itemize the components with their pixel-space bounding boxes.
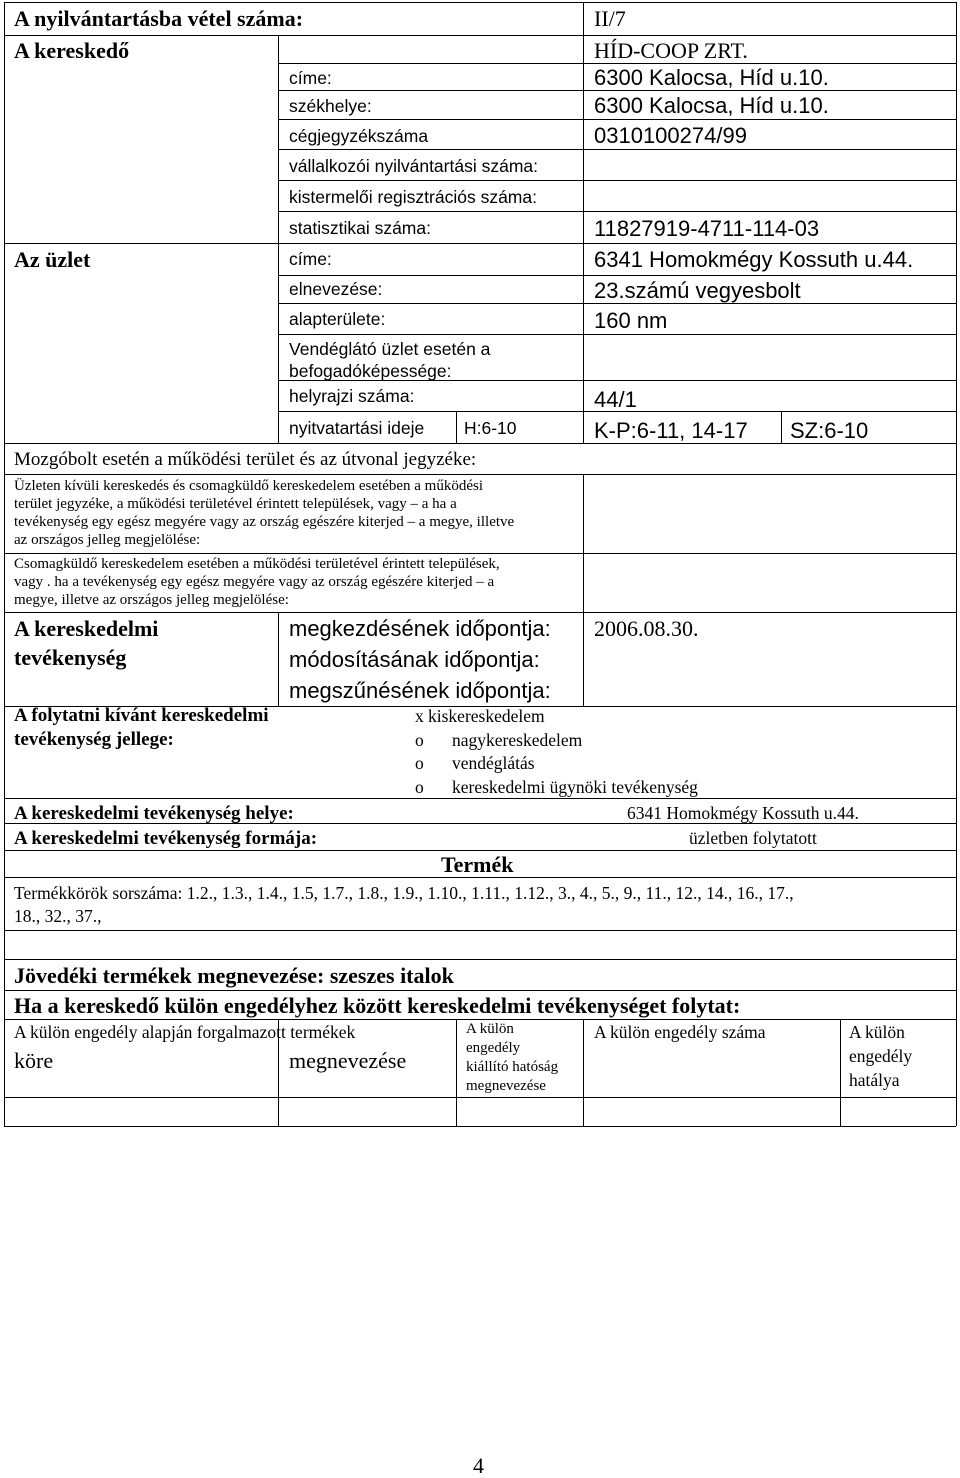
merchant-seat-label: székhelye: <box>289 96 372 116</box>
rule <box>456 411 457 443</box>
outside-trade-line-1: Üzleten kívüli kereskedés és csomagküldő kereskedelem esetében a működési <box>14 478 484 494</box>
rule <box>278 211 956 212</box>
rule <box>4 850 956 851</box>
permit-validity-line-2: engedély <box>849 1046 913 1066</box>
shop-heading: Az üzlet <box>14 247 91 272</box>
merchant-heading: A kereskedő <box>14 38 130 63</box>
outside-trade-line-2: terület jegyzéke, a működési területével érintett települések, vagy – a ha a <box>14 496 457 512</box>
agent-label: kereskedelmi ügynöki tevékenység <box>452 777 698 797</box>
retail-label: kiskereskedelem <box>428 706 545 726</box>
rule <box>583 612 584 706</box>
company-register-label: cégjegyzékszáma <box>289 126 429 146</box>
catering-label: vendéglátás <box>452 753 535 773</box>
parcel-number: 44/1 <box>594 387 637 412</box>
special-permit-heading: Ha a kereskedő külön engedélyhez között kereskedelmi tevékenységet folytat: <box>14 993 741 1018</box>
catering-checkbox[interactable]: o <box>415 753 424 773</box>
rule <box>278 275 956 276</box>
agent-checkbox[interactable]: o <box>415 777 424 797</box>
activity-nature-heading-line-1: A folytatni kívánt kereskedelmi <box>14 705 269 726</box>
mail-order-line-3: megye, illetve az országos jelleg megjelölése: <box>14 592 289 608</box>
opening-hours-monday: H:6-10 <box>464 418 517 438</box>
page-number: 4 <box>473 1453 484 1478</box>
start-date: 2006.08.30. <box>594 616 699 641</box>
parcel-label: helyrajzi száma: <box>289 386 415 406</box>
activity-form-label: A kereskedelmi tevékenység formája: <box>14 828 318 849</box>
wholesale-checkbox[interactable]: o <box>415 730 424 750</box>
rule <box>278 334 956 335</box>
mail-order-line-1: Csomagküldő kereskedelem esetében a működési területével érintett települések, <box>14 556 500 572</box>
entrepreneur-register-label: vállalkozói nyilvántartási száma: <box>289 156 538 176</box>
merchant-address-label: címe: <box>289 68 332 88</box>
shop-area: 160 nm <box>594 308 668 333</box>
shop-name-label: elnevezése: <box>289 279 383 299</box>
rule <box>4 553 956 554</box>
merchant-name: HÍD-COOP ZRT. <box>594 38 748 63</box>
permit-products-name: megnevezése <box>289 1048 407 1073</box>
opening-hours-tue-fri: K-P:6-11, 14-17 <box>594 418 748 443</box>
capacity-label-line-2: befogadóképessége: <box>289 361 452 381</box>
permit-products-label: A külön engedély alapján forgalmazott termékek <box>14 1022 356 1042</box>
statistical-number: 11827919-4711-114-03 <box>594 216 820 241</box>
shop-area-label: alapterülete: <box>289 309 386 329</box>
rule <box>4 474 956 475</box>
rule <box>583 2 584 443</box>
mobile-shop-label: Mozgóbolt esetén a működési terület és az útvonal jegyzéke: <box>14 449 477 470</box>
activity-place: 6341 Homokmégy Kossuth u.44. <box>627 803 859 823</box>
activity-heading-line-1: A kereskedelmi <box>14 616 159 641</box>
product-groups-line-1: Termékkörök sorszáma: 1.2., 1.3., 1.4., 1.5, 1.7., 1.8., 1.9., 1.10., 1.11., 1.12., 3., 4., 5., 9., 11., 12., 14., 16., 17., <box>14 883 794 903</box>
issuing-authority-line-2: engedély <box>466 1040 521 1056</box>
issuing-authority-line-3: kiállító hatóság <box>466 1059 559 1075</box>
rule <box>278 180 956 181</box>
outside-trade-line-4: az országos jelleg megjelölése: <box>14 532 201 548</box>
issuing-authority-line-1: A külön <box>466 1021 514 1037</box>
rule <box>4 2 5 1126</box>
rule <box>4 35 956 36</box>
registration-value: II/7 <box>594 6 626 31</box>
rule <box>4 959 956 960</box>
issuing-authority-line-4: megnevezése <box>466 1078 546 1094</box>
permit-number-label: A külön engedély száma <box>594 1022 766 1042</box>
rule <box>4 243 956 244</box>
rule <box>956 2 957 1126</box>
activity-form: üzletben folytatott <box>689 828 817 848</box>
rule <box>583 1019 584 1126</box>
outside-trade-line-3: tevékenység egy egész megyére vagy az ország egészére kiterjed – a megye, illetve <box>14 514 515 530</box>
retail-checkbox[interactable]: x <box>415 706 424 726</box>
rule <box>4 990 956 991</box>
rule <box>278 119 956 120</box>
rule <box>4 612 956 613</box>
product-heading: Termék <box>441 852 514 877</box>
opening-hours-saturday: SZ:6-10 <box>790 418 869 443</box>
mail-order-line-2: vagy . ha a tevékenység egy egész megyére vagy az ország egészére kiterjed – a <box>14 574 495 590</box>
permit-validity-line-3: hatálya <box>849 1070 900 1090</box>
activity-heading-line-2: tevékenység <box>14 645 127 670</box>
permit-validity-line-1: A külön <box>849 1022 905 1042</box>
activity-nature-heading-line-2: tevékenység jellege: <box>14 729 174 750</box>
rule <box>781 411 782 443</box>
rule <box>278 35 279 443</box>
rule <box>840 1019 841 1126</box>
permit-products-scope: köre <box>14 1048 54 1073</box>
rule <box>4 1097 956 1098</box>
merchant-address: 6300 Kalocsa, Híd u.10. <box>594 65 829 90</box>
rule <box>4 930 956 931</box>
wholesale-label: nagykereskedelem <box>452 730 583 750</box>
rule <box>4 1126 956 1127</box>
end-date-label: megszűnésének időpontja: <box>289 678 551 703</box>
rule <box>4 798 956 799</box>
merchant-seat: 6300 Kalocsa, Híd u.10. <box>594 93 829 118</box>
capacity-label-line-1: Vendéglátó üzlet esetén a <box>289 339 491 359</box>
producer-register-label: kistermelői regisztrációs száma: <box>289 187 537 207</box>
rule <box>278 612 279 706</box>
shop-address: 6341 Homokmégy Kossuth u.44. <box>594 247 914 272</box>
rule <box>4 2 956 3</box>
rule <box>278 149 956 150</box>
rule <box>456 1019 457 1126</box>
modification-date-label: módosításának időpontja: <box>289 647 540 672</box>
company-register-number: 0310100274/99 <box>594 123 747 148</box>
opening-hours-label: nyitvatartási ideje <box>289 418 425 438</box>
start-date-label: megkezdésének időpontja: <box>289 616 551 641</box>
shop-name: 23.számú vegyesbolt <box>594 278 801 303</box>
statistical-number-label: statisztikai száma: <box>289 218 431 238</box>
rule <box>583 474 584 612</box>
rule <box>4 1019 956 1020</box>
excise-products: Jövedéki termékek megnevezése: szeszes italok <box>14 963 454 988</box>
registration-label: A nyilvántartásba vétel száma: <box>14 6 304 31</box>
activity-place-label: A kereskedelmi tevékenység helye: <box>14 803 294 824</box>
product-groups-line-2: 18., 32., 37., <box>14 906 102 926</box>
shop-address-label: címe: <box>289 249 332 269</box>
